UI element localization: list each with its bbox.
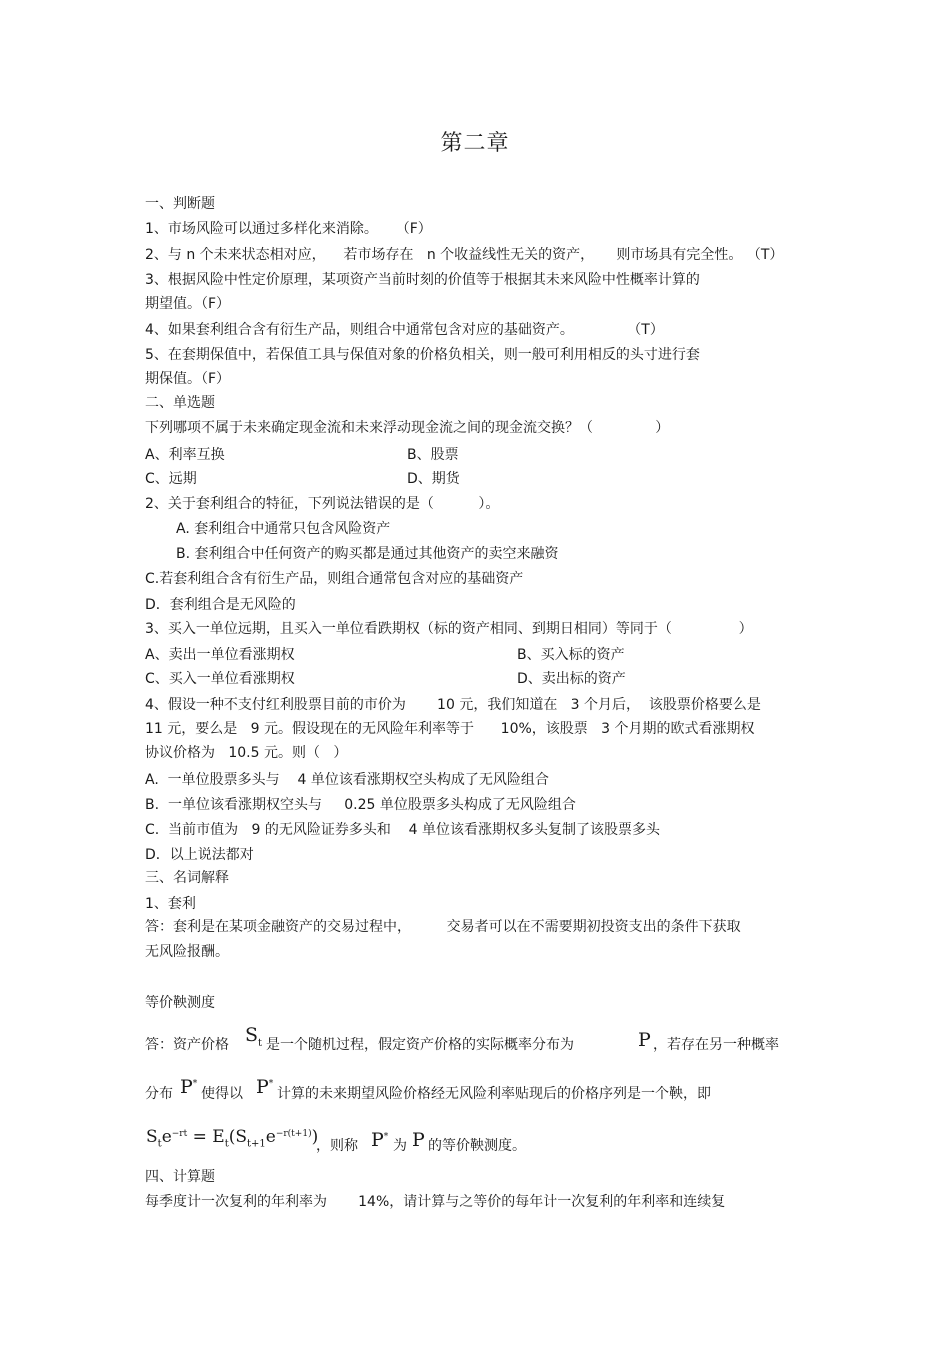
- tf-question-cont: 期望值。（F）: [145, 296, 231, 312]
- math-symbol-pstar: P*: [180, 1076, 198, 1098]
- mc-option: A、卖出一单位看涨期权: [145, 647, 295, 663]
- mc-option: B、买入标的资产: [517, 647, 625, 663]
- mc-option: C、远期: [145, 471, 197, 487]
- page-title: 第二章: [440, 131, 510, 156]
- martingale-formula: $S_te^{-rt} = E_t(S_{t+1}e^{-r(t+1)})$: [146, 1127, 319, 1150]
- math-symbol-st: $S_t$: [245, 1024, 263, 1049]
- tf-question: 3、根据风险中性定价原理，某项资产当前时刻的价值等于根据其未来风险中性概率计算的: [145, 272, 700, 288]
- mc-question: 3、买入一单位远期，且买入一单位看跌期权（标的资产相同、到期日相同）等同于（ ）: [145, 621, 753, 637]
- term-answer-part: 是一个随机过程，假定资产价格的实际概率分布为: [266, 1037, 574, 1053]
- term-answer-part: 的等价鞅测度。: [428, 1138, 526, 1154]
- tf-question: 5、在套期保值中，若保值工具与保值对象的价格负相关，则一般可利用相反的头寸进行套: [145, 347, 700, 363]
- math-symbol-p: P: [412, 1129, 425, 1151]
- term-answer-part: 分布: [145, 1086, 173, 1102]
- term-title: 等价鞅测度: [145, 995, 215, 1011]
- mc-question-cont: 11 元，要么是 9 元。假设现在的无风险年利率等于 10%，该股票 3 个月期的欧式看涨期权: [145, 721, 755, 737]
- mc-option: D．以上说法都对: [145, 847, 254, 863]
- math-symbol-p: P: [638, 1029, 651, 1051]
- tf-question: 2、与 n 个未来状态相对应， 若市场存在 n 个收益线性无关的资产， 则市场具有完全性。 （T）: [145, 247, 784, 263]
- mc-option: A. 套利组合中通常只包含风险资产: [176, 521, 391, 537]
- mc-question: 下列哪项不属于未来确定现金流和未来浮动现金流之间的现金流交换？（ ）: [145, 420, 670, 436]
- mc-option: A、利率互换: [145, 447, 225, 463]
- mc-option: C.若套利组合含有衍生产品，则组合通常包含对应的基础资产: [145, 571, 524, 587]
- term-answer-part: ，若存在另一种概率: [653, 1037, 779, 1053]
- section-heading: 二、单选题: [145, 395, 215, 411]
- section-heading: 一、判断题: [145, 196, 215, 212]
- calc-question: 每季度计一次复利的年利率为 14%，请计算与之等价的每年计一次复利的年利率和连续复: [145, 1194, 726, 1210]
- mc-option: D．套利组合是无风险的: [145, 597, 296, 613]
- mc-option: D、期货: [407, 471, 460, 487]
- term-answer-cont: 无风险报酬。: [145, 944, 229, 960]
- tf-question: 4、如果套利组合含有衍生产品，则组合中通常包含对应的基础资产。 （T）: [145, 322, 664, 338]
- term-answer: 答：套利是在某项金融资产的交易过程中， 交易者可以在不需要期初投资支出的条件下获取: [145, 919, 741, 935]
- mc-option: B. 一单位该看涨期权空头与 0.25 单位股票多头构成了无风险组合: [145, 797, 576, 813]
- tf-question: 1、市场风险可以通过多样化来消除。 （F）: [145, 221, 432, 237]
- term-answer-part: 使得以: [201, 1086, 243, 1102]
- mc-question: 4、假设一种不支付红利股票目前的市价为 10 元，我们知道在 3 个月后， 该股票价格要么是: [145, 697, 761, 713]
- term-answer: 答：资产价格: [145, 1037, 229, 1053]
- math-symbol-pstar: P*: [256, 1076, 274, 1098]
- math-symbol-pstar: P*: [371, 1129, 389, 1151]
- term-answer-part: 计算的未来期望风险价格经无风险利率贴现后的价格序列是一个鞅，即: [277, 1086, 711, 1102]
- mc-question: 2、关于套利组合的特征，下列说法错误的是（ ）。: [145, 496, 500, 512]
- mc-option: B、股票: [407, 447, 459, 463]
- term-title: 1、套利: [145, 896, 196, 912]
- mc-question-cont: 协议价格为 10.5 元。则（ ）: [145, 745, 348, 761]
- tf-question-cont: 期保值。（F）: [145, 371, 231, 387]
- mc-option: B. 套利组合中任何资产的购买都是通过其他资产的卖空来融资: [176, 546, 559, 562]
- section-heading: 四、计算题: [145, 1169, 215, 1185]
- term-answer-part: 为: [393, 1138, 407, 1154]
- section-heading: 三、名词解释: [145, 870, 229, 886]
- mc-option: C、买入一单位看涨期权: [145, 671, 295, 687]
- mc-option: D、卖出标的资产: [517, 671, 626, 687]
- mc-option: A. 一单位股票多头与 4 单位该看涨期权空头构成了无风险组合: [145, 772, 549, 788]
- term-answer-part: ，则称: [316, 1138, 358, 1154]
- mc-option: C. 当前市值为 9 的无风险证券多头和 4 单位该看涨期权多头复制了该股票多头: [145, 822, 660, 838]
